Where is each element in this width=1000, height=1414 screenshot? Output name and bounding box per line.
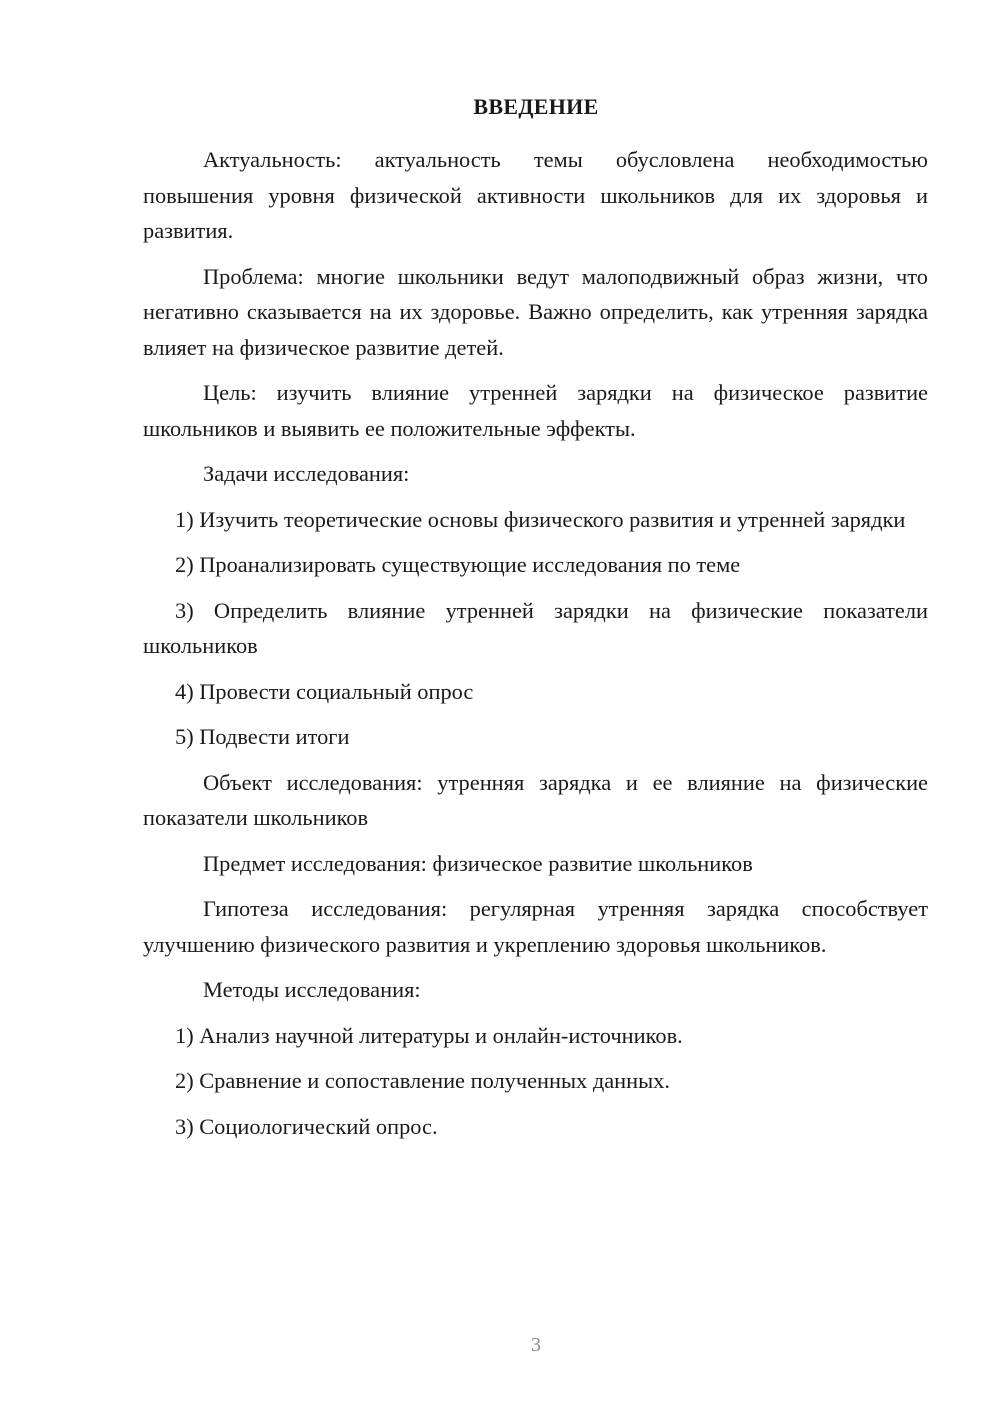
section-heading: ВВЕДЕНИЕ	[473, 94, 599, 119]
paragraph-problem: Проблема: многие школьники ведут малоподвижный образ жизни, что негативно сказывается на их здоровье. Важно определить, как утренняя зарядка влияет на физическое развитие детей.	[143, 263, 928, 360]
task-item-1: 1) Изучить теоретические основы физического развития и утренней зарядки	[175, 506, 906, 532]
method-item-1: 1) Анализ научной литературы и онлайн-источников.	[175, 1022, 683, 1048]
task-item-4: 4) Провести социальный опрос	[175, 678, 474, 704]
document-body	[143, 142, 928, 1154]
page-number: 3	[531, 1334, 541, 1356]
method-item-2: 2) Сравнение и сопоставление полученных данных.	[175, 1068, 670, 1093]
paragraph-object: Объект исследования: утренняя зарядка и ее влияние на физические показатели школьников	[143, 769, 928, 830]
task-item-5: 5) Подвести итоги	[175, 724, 350, 749]
paragraph-relevance: Актуальность: актуальность темы обусловлена необходимостью повышения уровня физической активности школьников для их здоровья и развития.	[143, 147, 928, 243]
paragraph-hypothesis: Гипотеза исследования: регулярная утренняя зарядка способствует улучшению физического развития и укреплению здоровья школьников.	[143, 896, 928, 957]
paragraph-methods-heading: Методы исследования:	[203, 977, 421, 1002]
task-item-2: 2) Проанализировать существующие исследования по теме	[175, 552, 741, 577]
paragraph-goal: Цель: изучить влияние утренней зарядки на физическое развитие школьников и выявить ее положительные эффекты.	[143, 380, 928, 441]
paragraph-subject: Предмет исследования: физическое развитие школьников	[203, 850, 753, 876]
paragraph-tasks-heading: Задачи исследования:	[203, 461, 410, 486]
task-item-3: 3) Определить влияние утренней зарядки на физические показатели школьников	[143, 597, 928, 658]
method-item-3: 3) Социологический опрос.	[175, 1113, 438, 1139]
